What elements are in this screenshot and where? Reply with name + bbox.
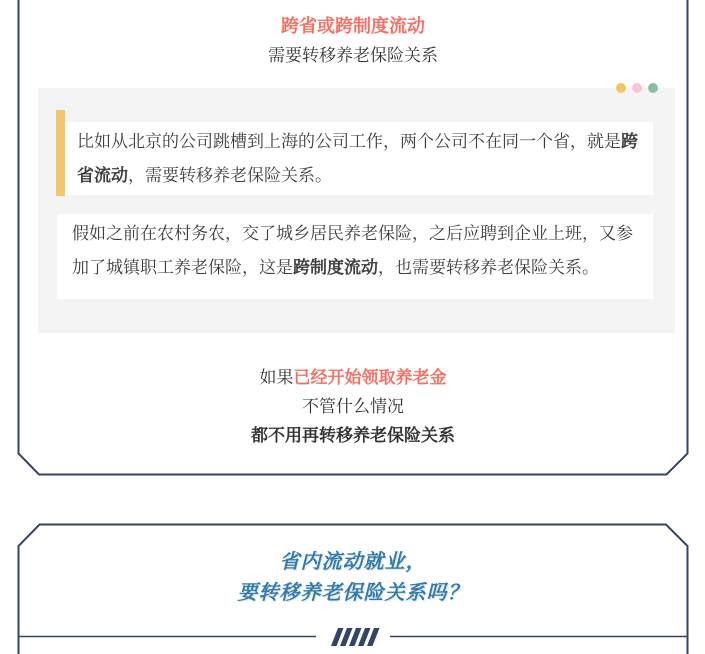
conclusion-line-3: 都不用再转移养老保险关系 (251, 426, 455, 445)
yellow-highlight-bar (56, 110, 65, 196)
next-section-title-line-2: 要转移养老保险关系吗？ (237, 582, 469, 604)
example-text-1: 比如从北京的公司跳槽到上海的公司工作，两个公司不在同一个省，就是跨省流动，需要转移养老保险关系。 (77, 132, 638, 185)
section-title: 跨省或跨制度流动 (281, 16, 425, 36)
dot-pink-icon (632, 83, 642, 93)
example-block-cross-system (57, 214, 653, 299)
dot-yellow-icon (616, 83, 626, 93)
next-section-title-line-1: 省内流动就业， (279, 551, 427, 573)
conclusion-line-2: 不管什么情况 (302, 397, 404, 416)
section-subtitle: 需要转移养老保险关系 (268, 46, 438, 65)
conclusion-block (19, 363, 687, 450)
example-block-cross-province (65, 122, 653, 195)
dot-green-icon (648, 83, 658, 93)
next-section-title (19, 547, 687, 609)
example-text-2: 假如之前在农村务农，交了城乡居民养老保险，之后应聘到企业上班，又参加了城镇职工养老保险，这是跨制度流动，也需要转移养老保险关系。 (72, 224, 633, 277)
conclusion-line-1: 如果已经开始领取养老金 (259, 368, 447, 387)
